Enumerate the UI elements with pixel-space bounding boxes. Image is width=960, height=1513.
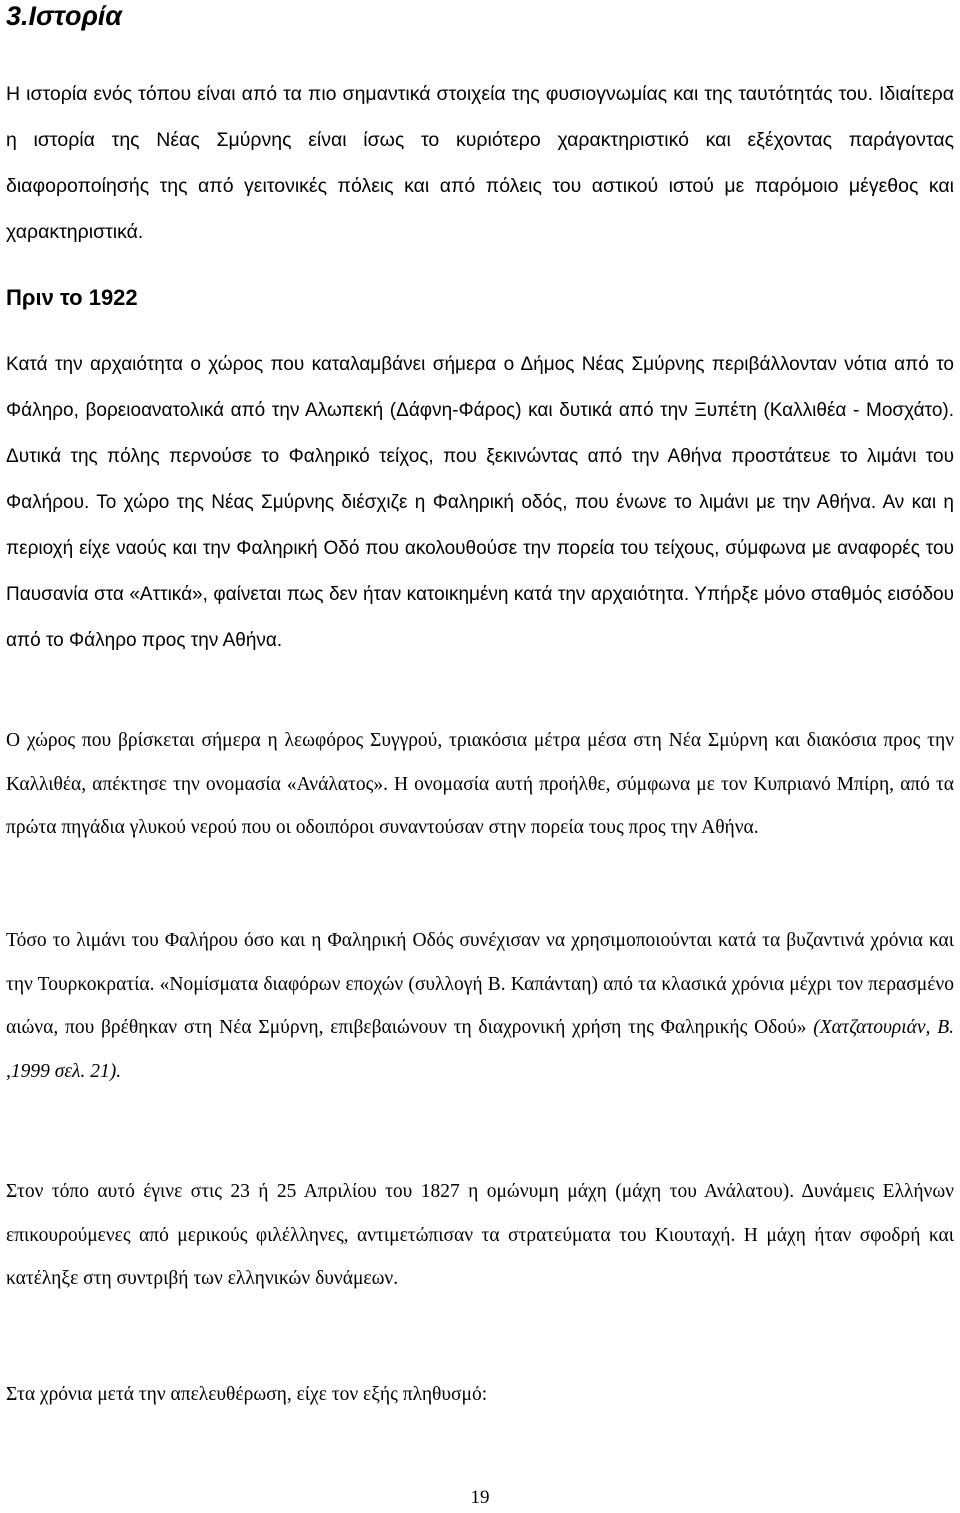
page-number: 19 — [470, 1487, 490, 1508]
section-heading: Πριν το 1922 — [6, 285, 138, 310]
paragraph-analatos: Ο χώρος που βρίσκεται σήμερα η λεωφόρος Συγγρού, τριακόσια μέτρα μέσα στη Νέα Σμύρνη και διακόσια προς την Καλλιθέα, απέκτησε την ονομασία «Ανάλατος». Η ονομασία αυτή προήλθε, σύμφωνα με τον Κυπριανό Μπίρη, από τα πρώτα πηγάδια γλυκού νερού που οι οδοιπόροι συναντούσαν στην πορεία τους προς την Αθήνα. — [6, 730, 954, 838]
intro-paragraph: Η ιστορία ενός τόπου είναι από τα πιο σημαντικά στοιχεία της φυσιογνωμίας και της ταυτότητάς του. Ιδιαίτερα η ιστορία της Νέας Σμύρνης είναι ίσως το κυριότερο χαρακτηριστικό και εξέχοντας παράγοντας διαφοροποίησής της από γειτονικές πόλεις και από πόλεις του αστικού ιστού με παρόμοιο μέγεθος και χαρακτηριστικά. — [6, 83, 954, 243]
paragraph-battle: Στον τόπο αυτό έγινε στις 23 ή 25 Απριλίου του 1827 η ομώνυμη μάχη (μάχη του Ανάλατου). Δυνάμεις Ελλήνων επικουρούμενες από μερικούς φιλέλληνες, αντιμετώπισαν τα στρατεύματα του Κιουταχή. Η μάχη ήταν σφοδρή και κατέληξε στη συντριβή των ελληνικών δυνάμεων. — [6, 1181, 954, 1289]
paragraph-population: Στα χρόνια μετά την απελευθέρωση, είχε τον εξής πληθυσμό: — [6, 1384, 488, 1405]
chapter-title: 3.Ιστορία — [6, 1, 123, 31]
citation: (Χατζατουριάν, Β. ,1999 σελ. 21). — [6, 1017, 954, 1082]
paragraph-antiquity: Κατά την αρχαιότητα ο χώρος που καταλαμβάνει σήμερα ο Δήμος Νέας Σμύρνης περιβάλλονταν νότια από το Φάληρο, βορειοανατολικά από την Αλωπεκή (Δάφνη-Φάρος) και δυτικά από την Ξυπέτη (Καλλιθέα - Μοσχάτο). Δυτικά της πόλης περνούσε το Φαληρικό τείχος, που ξεκινώντας από την Αθήνα προστάτευε το λιμάνι του Φαλήρου. Το χώρο της Νέας Σμύρνης διέσχιζε η Φαληρική οδός, που ένωνε το λιμάνι με την Αθήνα. Αν και η περιοχή είχε ναούς και την Φαληρική Οδό που ακολουθούσε την πορεία του τείχους, σύμφωνα με αναφορές του Παυσανία στα «Αττικά», φαίνεται πως δεν ήταν κατοικημένη κατά την αρχαιότητα. Υπήρξε μόνο σταθμός εισόδου από το Φάληρο προς την Αθήνα. — [6, 354, 954, 651]
paragraph-byzantine — [6, 919, 954, 1093]
paragraph-byzantine-text: Τόσο το λιμάνι του Φαλήρου όσο και η Φαληρική Οδός συνέχισαν να χρησιμοποιούνται κατά τα βυζαντινά χρόνια και την Τουρκοκρατία. «Νομίσματα διαφόρων εποχών (συλλογή Β. Καπάνταη) από τα κλασικά χρόνια μέχρι τον περασμένο αιώνα, που βρέθηκαν στη Νέα Σμύρνη, επιβεβαιώνουν τη διαχρονική χρήση της Φαληρικής Οδού» — [6, 930, 954, 1038]
